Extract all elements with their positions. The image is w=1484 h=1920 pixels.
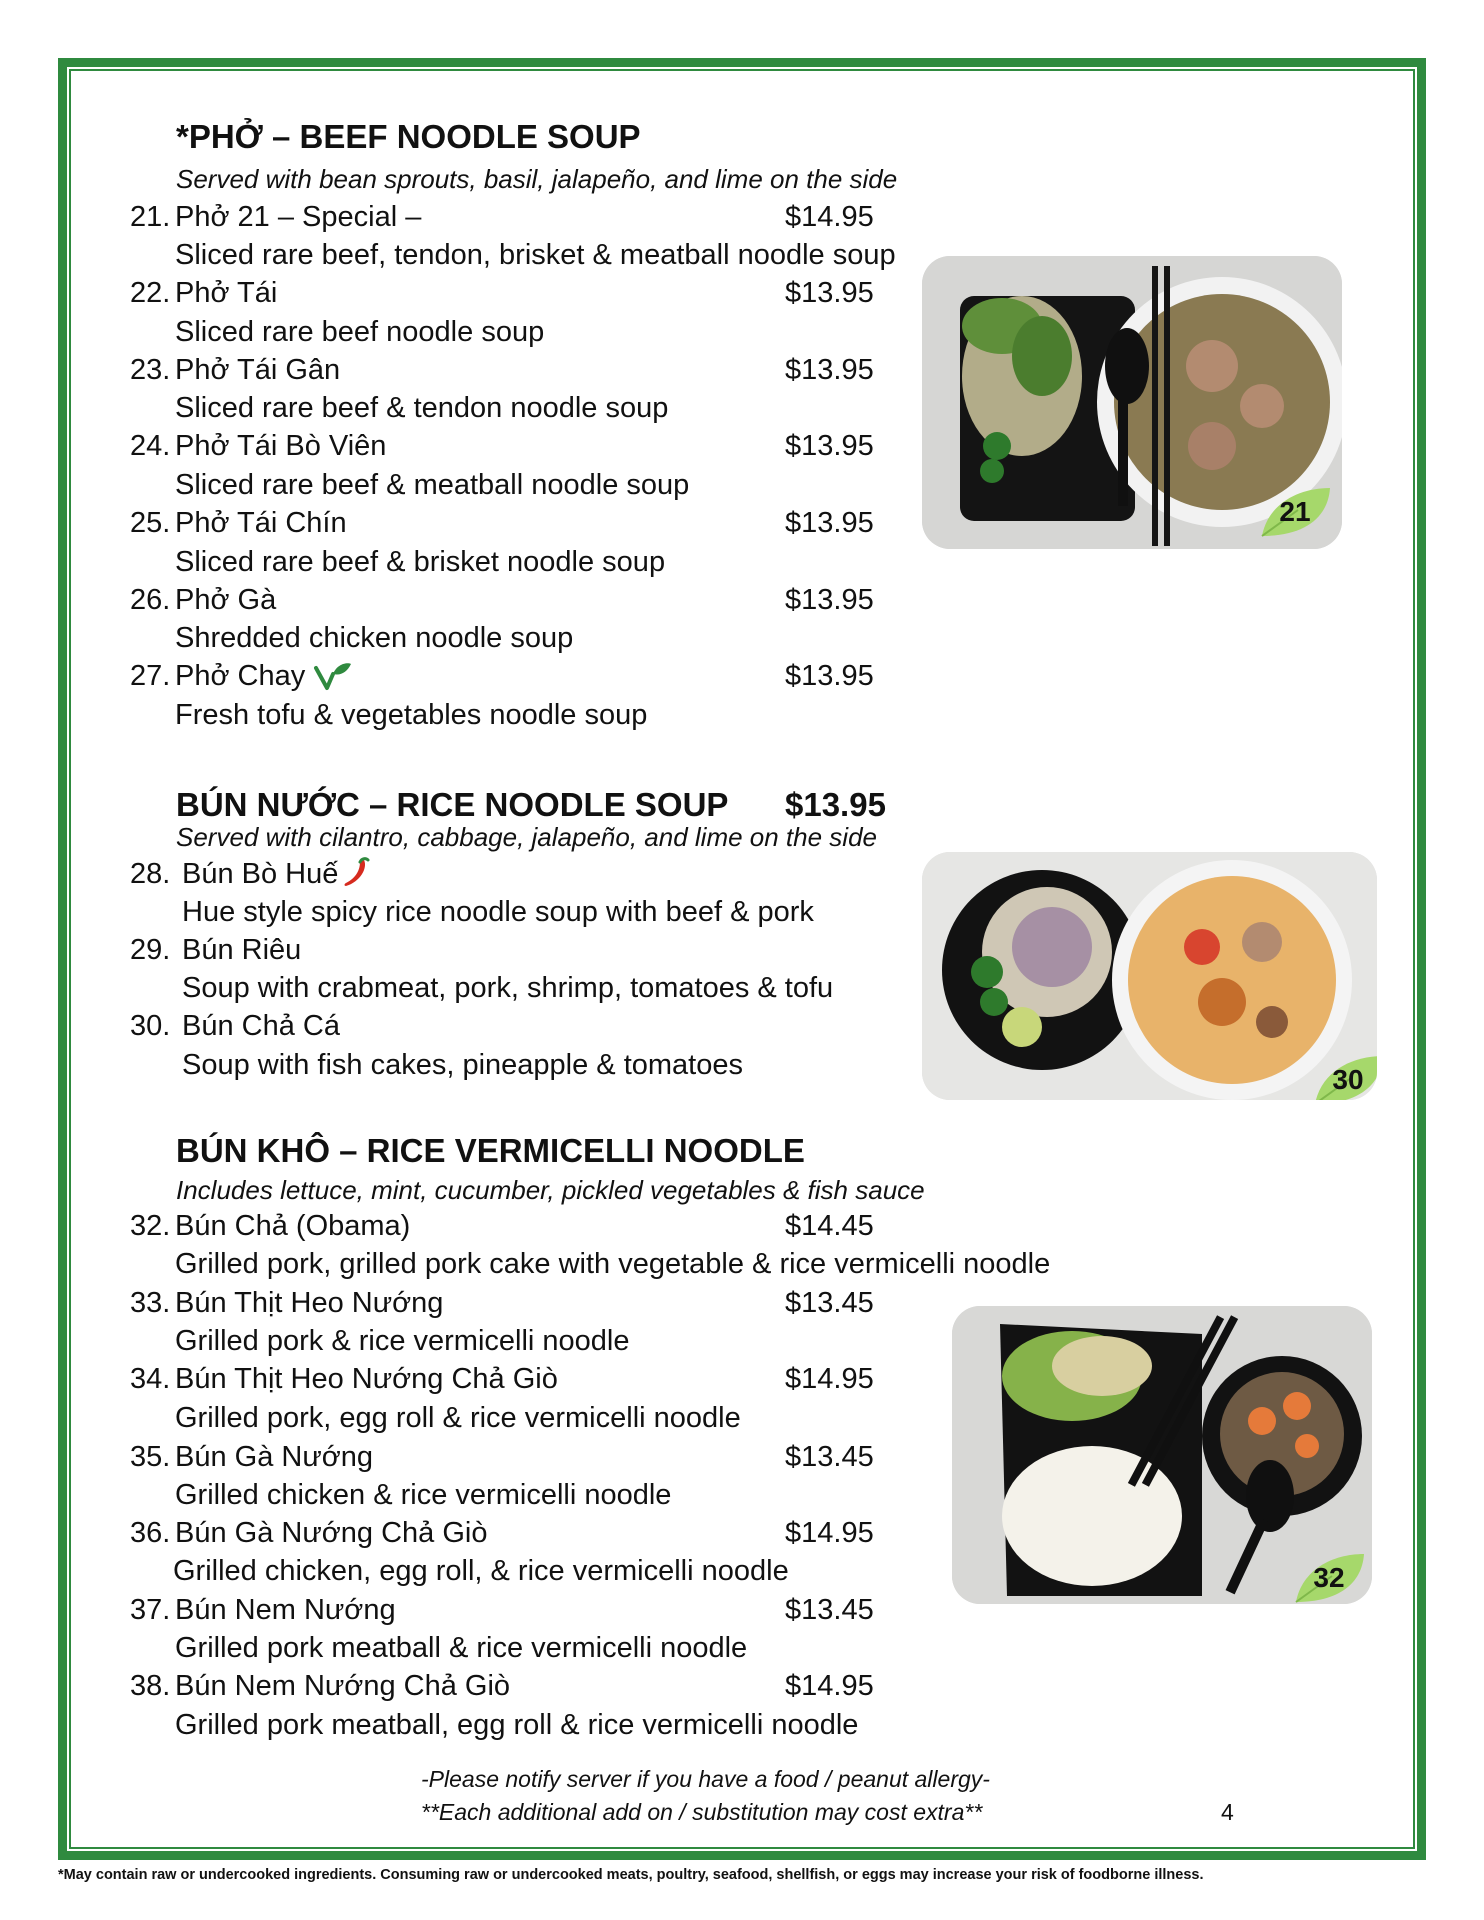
item-number: 28. <box>130 858 171 890</box>
menu-item-23 <box>0 352 900 388</box>
menu-item-28 <box>0 856 900 892</box>
menu-item-34 <box>0 1361 900 1397</box>
item-number: 22. <box>130 277 171 309</box>
section-price-bun-nuoc: $13.95 <box>785 786 886 823</box>
item-number: 23. <box>130 354 171 386</box>
item-name: Bún Bò Huế <box>182 858 339 890</box>
section-title-bun-nuoc: BÚN NƯỚC – RICE NOODLE SOUP <box>176 786 729 823</box>
item-name: Phở Tái Chín <box>175 507 347 539</box>
item-price: $13.45 <box>785 1441 874 1473</box>
menu-item-22 <box>0 275 900 311</box>
badge-number: 21 <box>1279 496 1311 527</box>
item-description: Sliced rare beef, tendon, brisket & meatball noodle soup <box>175 239 896 271</box>
item-name: Phở Tái Gân <box>175 354 341 386</box>
item-description: Sliced rare beef & meatball noodle soup <box>175 469 690 501</box>
item-price: $13.95 <box>785 430 874 462</box>
pho-dish-photo <box>922 256 1342 549</box>
badge-number: 30 <box>1332 1064 1364 1095</box>
item-description: Sliced rare beef & tendon noodle soup <box>175 392 669 424</box>
item-number: 26. <box>130 584 171 616</box>
raw-food-disclaimer: *May contain raw or undercooked ingredients. Consuming raw or undercooked meats, poultry, seafood, shellfish, or eggs may increase your risk of foodborne illness. <box>58 1867 1204 1883</box>
item-name: Phở 21 – Special – <box>175 201 422 233</box>
item-number: 38. <box>130 1670 171 1702</box>
item-description: Grilled pork meatball & rice vermicelli noodle <box>175 1632 748 1664</box>
item-number: 36. <box>130 1517 171 1549</box>
item-price: $13.95 <box>785 584 874 616</box>
section-subtitle-pho: Served with bean sprouts, basil, jalapeño, and lime on the side <box>176 164 898 194</box>
item-description: Sliced rare beef & brisket noodle soup <box>175 546 666 578</box>
item-number: 25. <box>130 507 171 539</box>
badge-number: 32 <box>1313 1562 1345 1593</box>
item-name: Bún Thịt Heo Nướng Chả Giò <box>175 1363 558 1395</box>
item-number: 21. <box>130 201 171 233</box>
item-price: $14.95 <box>785 1517 874 1549</box>
menu-item-29 <box>0 932 900 968</box>
section-subtitle-bun-nuoc: Served with cilantro, cabbage, jalapeño, and lime on the side <box>176 822 877 852</box>
item-name: Phở Chay <box>175 660 306 692</box>
item-number: 29. <box>130 934 171 966</box>
photo-badge-30 <box>1311 1052 1377 1100</box>
menu-item-27 <box>0 658 900 694</box>
item-description: Grilled pork & rice vermicelli noodle <box>175 1325 630 1357</box>
item-number: 35. <box>130 1441 171 1473</box>
item-name: Bún Thịt Heo Nướng <box>175 1287 444 1319</box>
item-number: 37. <box>130 1594 171 1626</box>
item-description: Grilled pork, grilled pork cake with vegetable & rice vermicelli noodle <box>175 1248 1051 1280</box>
item-price: $13.95 <box>785 277 874 309</box>
item-name: Phở Tái <box>175 277 278 309</box>
item-name: Phở Gà <box>175 584 277 616</box>
item-number: 34. <box>130 1363 171 1395</box>
section-subtitle-bun-kho: Includes lettuce, mint, cucumber, pickled vegetables & fish sauce <box>176 1175 925 1205</box>
item-number: 30. <box>130 1010 171 1042</box>
item-name: Bún Nem Nướng <box>175 1594 396 1626</box>
menu-item-26 <box>0 582 900 618</box>
item-name: Bún Gà Nướng <box>175 1441 374 1473</box>
menu-item-30 <box>0 1008 900 1044</box>
menu-item-36 <box>0 1515 900 1551</box>
item-description: Grilled pork, egg roll & rice vermicelli noodle <box>175 1402 741 1434</box>
item-price: $14.95 <box>785 1363 874 1395</box>
item-description: Grilled chicken & rice vermicelli noodle <box>175 1479 672 1511</box>
bun-kho-dish-photo <box>952 1306 1372 1604</box>
item-price: $13.45 <box>785 1287 874 1319</box>
menu-item-32 <box>0 1208 900 1244</box>
item-description: Grilled chicken, egg roll, & rice vermicelli noodle <box>173 1555 789 1587</box>
section-title-bun-kho: BÚN KHÔ – RICE VERMICELLI NOODLE <box>176 1132 805 1169</box>
page-number: 4 <box>1221 1799 1234 1825</box>
item-name: Bún Chả Cá <box>182 1010 340 1042</box>
item-description: Shredded chicken noodle soup <box>175 622 574 654</box>
item-number: 27. <box>130 660 171 692</box>
photo-badge-21 <box>1258 484 1332 540</box>
menu-item-38 <box>0 1668 900 1704</box>
menu-item-37 <box>0 1592 900 1628</box>
item-description: Fresh tofu & vegetables noodle soup <box>175 699 648 731</box>
menu-item-35 <box>0 1439 900 1475</box>
item-description: Sliced rare beef noodle soup <box>175 316 545 348</box>
item-description: Hue style spicy rice noodle soup with beef & pork <box>182 896 814 928</box>
item-price: $13.95 <box>785 660 874 692</box>
item-price: $14.95 <box>785 201 874 233</box>
item-number: 24. <box>130 430 171 462</box>
item-price: $13.95 <box>785 507 874 539</box>
item-description: Soup with fish cakes, pineapple & tomatoes <box>182 1049 743 1081</box>
chili-pepper-icon <box>342 856 372 899</box>
menu-item-24 <box>0 428 900 464</box>
menu-item-33 <box>0 1285 900 1321</box>
menu-item-21 <box>0 199 900 235</box>
item-description: Soup with crabmeat, pork, shrimp, tomatoes & tofu <box>182 972 834 1004</box>
vegan-leaf-icon <box>313 660 353 701</box>
item-number: 32. <box>130 1210 171 1242</box>
item-price: $13.95 <box>785 354 874 386</box>
menu-item-25 <box>0 505 900 541</box>
section-title-pho: *PHỞ – BEEF NOODLE SOUP <box>176 118 641 155</box>
item-price: $14.95 <box>785 1670 874 1702</box>
item-number: 33. <box>130 1287 171 1319</box>
addon-note: **Each additional add on / substitution may cost extra** <box>421 1799 983 1825</box>
item-description: Grilled pork meatball, egg roll & rice vermicelli noodle <box>175 1709 859 1741</box>
item-price: $14.45 <box>785 1210 874 1242</box>
photo-badge-32 <box>1292 1550 1366 1604</box>
item-name: Bún Chả (Obama) <box>175 1210 411 1242</box>
item-name: Bún Gà Nướng Chả Giò <box>175 1517 488 1549</box>
bun-nuoc-dish-photo <box>922 852 1377 1100</box>
allergy-note: -Please notify server if you have a food / peanut allergy- <box>421 1766 990 1792</box>
item-name: Bún Riêu <box>182 934 302 966</box>
item-price: $13.45 <box>785 1594 874 1626</box>
item-name: Bún Nem Nướng Chả Giò <box>175 1670 511 1702</box>
item-name: Phở Tái Bò Viên <box>175 430 387 462</box>
